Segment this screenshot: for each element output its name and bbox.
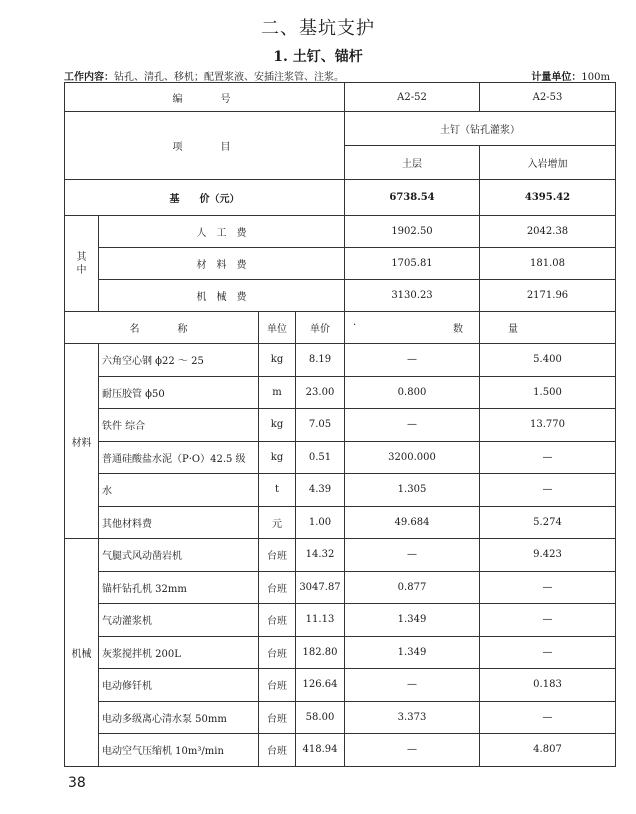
base-price-label: 基 价（元） — [65, 180, 345, 216]
labor-cost-a2-53: 2042.38 — [480, 216, 616, 248]
table-row — [65, 669, 616, 702]
item-price: 3047.87 — [296, 571, 345, 604]
col-quantity-right — [480, 312, 616, 344]
item-name: 其他材料费 — [99, 506, 259, 539]
item-qty-a2-53: — — [480, 474, 616, 507]
base-price-a2-53: 4395.42 — [480, 180, 616, 216]
quota-table — [64, 82, 616, 767]
table-row — [65, 604, 616, 637]
measurement-unit — [531, 68, 610, 83]
item-qty-a2-52: 0.800 — [345, 376, 480, 409]
item-unit: kg — [259, 344, 296, 377]
machine-cost-row — [65, 280, 616, 312]
material-cost-a2-53: 181.08 — [480, 248, 616, 280]
item-unit: 台班 — [259, 701, 296, 734]
col-quantity-shu: 数 — [453, 324, 463, 335]
item-qty-a2-53: 9.423 — [480, 539, 616, 572]
item-price: 1.00 — [296, 506, 345, 539]
col-quantity-liang: 量 — [508, 324, 518, 335]
table-row — [65, 474, 616, 507]
item-price: 11.13 — [296, 604, 345, 637]
table-row — [65, 701, 616, 734]
sub-title: 1. 土钉、锚杆 — [273, 49, 363, 65]
item-qty-a2-52: 1.305 — [345, 474, 480, 507]
item-name: 铁件 综合 — [99, 409, 259, 442]
page-number: 38 — [68, 775, 86, 791]
item-price: 418.94 — [296, 734, 345, 767]
item-price: 126.64 — [296, 669, 345, 702]
work-content-label: 工作内容： — [64, 72, 114, 83]
item-unit: 台班 — [259, 636, 296, 669]
item-qty-a2-53: 1.500 — [480, 376, 616, 409]
item-name: 电动多级离心清水泵 50mm — [99, 701, 259, 734]
item-name: 锚杆钻孔机 32mm — [99, 571, 259, 604]
item-unit: 台班 — [259, 539, 296, 572]
item-qty-a2-53: — — [480, 441, 616, 474]
item-price: 182.80 — [296, 636, 345, 669]
item-qty-a2-53: 0.183 — [480, 669, 616, 702]
item-qty-a2-53: 5.274 — [480, 506, 616, 539]
item-qty-a2-52: 3200.000 — [345, 441, 480, 474]
item-qty-a2-52: — — [345, 669, 480, 702]
item-price: 4.39 — [296, 474, 345, 507]
col-name: 名 称 — [65, 312, 259, 344]
col-quantity-left — [345, 312, 480, 344]
code-row — [65, 83, 616, 112]
item-unit: 台班 — [259, 604, 296, 637]
table-row — [65, 734, 616, 767]
labor-cost-label: 人 工 费 — [99, 216, 345, 248]
col-unit: 单位 — [259, 312, 296, 344]
section-title: 二、基坑支护 — [261, 18, 375, 39]
item-qty-a2-52: 3.373 — [345, 701, 480, 734]
table-row — [65, 344, 616, 377]
unit-label: 计量单位： — [531, 72, 582, 83]
item-name: 六角空心钢 ϕ22 ～ 25 — [99, 344, 259, 377]
code-a2-52: A2-52 — [345, 83, 480, 112]
item-qty-a2-52: 0.877 — [345, 571, 480, 604]
item-price: 8.19 — [296, 344, 345, 377]
table-row — [65, 506, 616, 539]
labor-cost-a2-52: 1902.50 — [345, 216, 480, 248]
material-cost-a2-52: 1705.81 — [345, 248, 480, 280]
item-name: 灰浆搅拌机 200L — [99, 636, 259, 669]
item-unit: t — [259, 474, 296, 507]
table-row — [65, 571, 616, 604]
material-cost-row — [65, 248, 616, 280]
item-unit: kg — [259, 441, 296, 474]
item-qty-a2-53: 4.807 — [480, 734, 616, 767]
base-price-row — [65, 180, 616, 216]
machine-cost-label: 机 械 费 — [99, 280, 345, 312]
item-unit: 台班 — [259, 571, 296, 604]
table-row — [65, 409, 616, 442]
item-unit: 元 — [259, 506, 296, 539]
item-price: 14.32 — [296, 539, 345, 572]
item-unit: 台班 — [259, 669, 296, 702]
item-unit: m — [259, 376, 296, 409]
table-row — [65, 441, 616, 474]
table-row — [65, 376, 616, 409]
machine-cost-a2-53: 2171.96 — [480, 280, 616, 312]
code-label: 编 号 — [65, 83, 345, 112]
unit-value: 100m — [581, 72, 610, 83]
item-qty-a2-52: 1.349 — [345, 604, 480, 637]
item-name: 电动空气压缩机 10m³/min — [99, 734, 259, 767]
work-content-line — [64, 68, 344, 83]
materials-group-label: 材料 — [65, 344, 99, 539]
project-group: 土钉（钻孔灌浆） — [345, 112, 616, 146]
item-name: 水 — [99, 474, 259, 507]
item-name: 气动灌浆机 — [99, 604, 259, 637]
labor-cost-row — [65, 216, 616, 248]
col-price: 单价 — [296, 312, 345, 344]
table-row — [65, 539, 616, 572]
item-price: 23.00 — [296, 376, 345, 409]
item-qty-a2-52: — — [345, 539, 480, 572]
item-qty-a2-52: 1.349 — [345, 636, 480, 669]
item-name: 电动修钎机 — [99, 669, 259, 702]
item-unit: 台班 — [259, 734, 296, 767]
project-group-row — [65, 112, 616, 146]
item-price: 7.05 — [296, 409, 345, 442]
item-qty-a2-53: — — [480, 604, 616, 637]
machinery-group-label: 机械 — [65, 539, 99, 767]
item-name: 耐压胶管 ϕ50 — [99, 376, 259, 409]
item-name: 气腿式风动凿岩机 — [99, 539, 259, 572]
item-qty-a2-52: 49.684 — [345, 506, 480, 539]
item-qty-a2-53: — — [480, 571, 616, 604]
material-cost-label: 材 料 费 — [99, 248, 345, 280]
code-a2-53: A2-53 — [480, 83, 616, 112]
item-qty-a2-52: — — [345, 734, 480, 767]
item-qty-a2-52: — — [345, 344, 480, 377]
project-label: 项 目 — [65, 112, 345, 180]
item-qty-a2-53: 5.400 — [480, 344, 616, 377]
item-unit: kg — [259, 409, 296, 442]
project-soil: 土层 — [345, 146, 480, 180]
column-header-row — [65, 312, 616, 344]
table-row — [65, 636, 616, 669]
item-price: 58.00 — [296, 701, 345, 734]
item-qty-a2-52: — — [345, 409, 480, 442]
among-label: 其 中 — [65, 216, 99, 312]
item-qty-a2-53: — — [480, 636, 616, 669]
work-content-text: 钻孔、清孔、移机；配置浆液、安插注浆管、注浆。 — [114, 72, 344, 83]
item-qty-a2-53: 13.770 — [480, 409, 616, 442]
col-quantity-dot: · — [353, 320, 357, 331]
base-price-a2-52: 6738.54 — [345, 180, 480, 216]
item-price: 0.51 — [296, 441, 345, 474]
project-rock: 入岩增加 — [480, 146, 616, 180]
machine-cost-a2-52: 3130.23 — [345, 280, 480, 312]
item-qty-a2-53: — — [480, 701, 616, 734]
item-name: 普通硅酸盐水泥（P·O）42.5 级 — [99, 441, 259, 474]
